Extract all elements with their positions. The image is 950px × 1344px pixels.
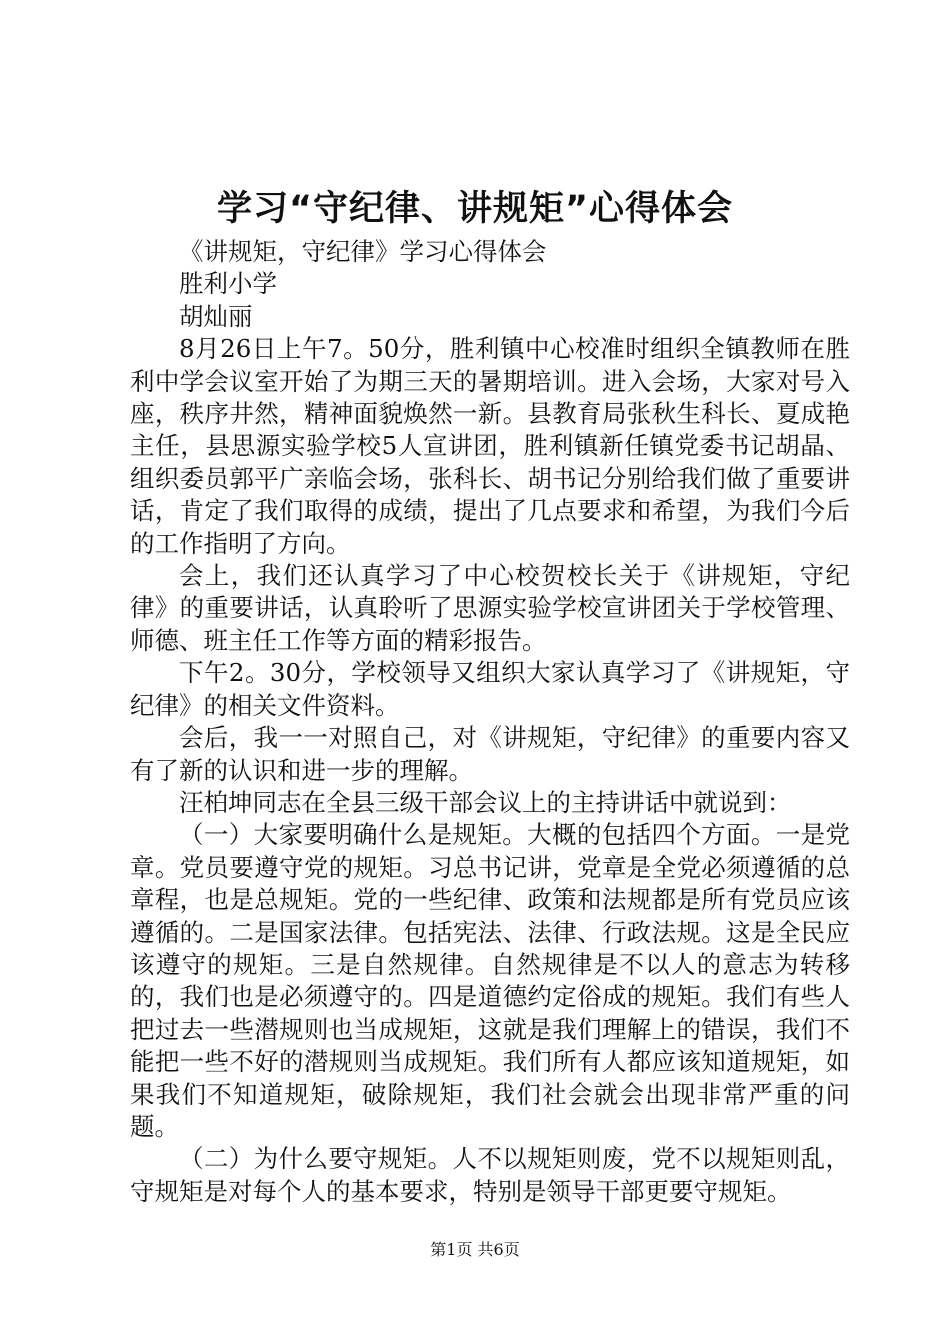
body-paragraph: 会上，我们还认真学习了中心校贺校长关于《讲规矩，守纪律》的重要讲话，认真聆听了思源实验学校宣讲团关于学校管理、师德、班主任工作等方面的精彩报告。 [130,561,850,655]
page-footer: 第1页 共6页 [430,1240,520,1259]
body-paragraph: （一）大家要明确什么是规矩。大概的包括四个方面。一是党章。党员要遵守党的规矩。习总书记讲，党章是全党必须遵循的总章程，也是总规矩。党的一些纪律、政策和法规都是所有党员应该遵循的。二是国家法律。包括宪法、法律、行政法规。这是全民应该遵守的规矩。三是自然规律。自然规律是不以人的意志为转移的，我们也是必须遵守的。四是道德约定俗成的规矩。我们有些人把过去一些潜规则也当成规矩，这就是我们理解上的错误，我们不能把一些不好的潜规则当成规矩。我们所有人都应该知道规矩，如果我们不知道规矩，破除规矩，我们社会就会出现非常严重的问题。 [130,820,850,1141]
subtitle-paragraph: 《讲规矩，守纪律》学习心得体会 [179,237,547,266]
document-title: 学习“守纪律、讲规矩”心得体会 [216,189,733,229]
school-name: 胜利小学 [179,269,277,299]
body-paragraph: 汪柏坤同志在全县三级干部会议上的主持讲话中就说到： [179,787,792,817]
body-paragraph: 会后，我一一对照自己，对《讲规矩，守纪律》的重要内容又有了新的认识和进一步的理解。 [130,723,850,785]
author-name: 胡灿丽 [179,301,253,331]
body-paragraph: （二）为什么要守规矩。人不以规矩则废，党不以规矩则乱，守规矩是对每个人的基本要求，特别是领导干部更要守规矩。 [130,1144,850,1206]
body-paragraph: 下午2。30分，学校领导又组织大家认真学习了《讲规矩，守纪律》的相关文件资料。 [130,658,850,720]
body-paragraph: 8月26日上午7。50分，胜利镇中心校准时组织全镇教师在胜利中学会议室开始了为期三天的暑期培训。进入会场，大家对号入座，秩序井然，精神面貌焕然一新。县教育局张秋生科长、夏成艳主任，县思源实验学校5人宣讲团，胜利镇新任镇党委书记胡晶、组织委员郭平广亲临会场，张科长、胡书记分别给我们做了重要讲话，肯定了我们取得的成绩，提出了几点要求和希望，为我们今后的工作指明了方向。 [130,334,850,558]
document-body [130,236,850,1208]
